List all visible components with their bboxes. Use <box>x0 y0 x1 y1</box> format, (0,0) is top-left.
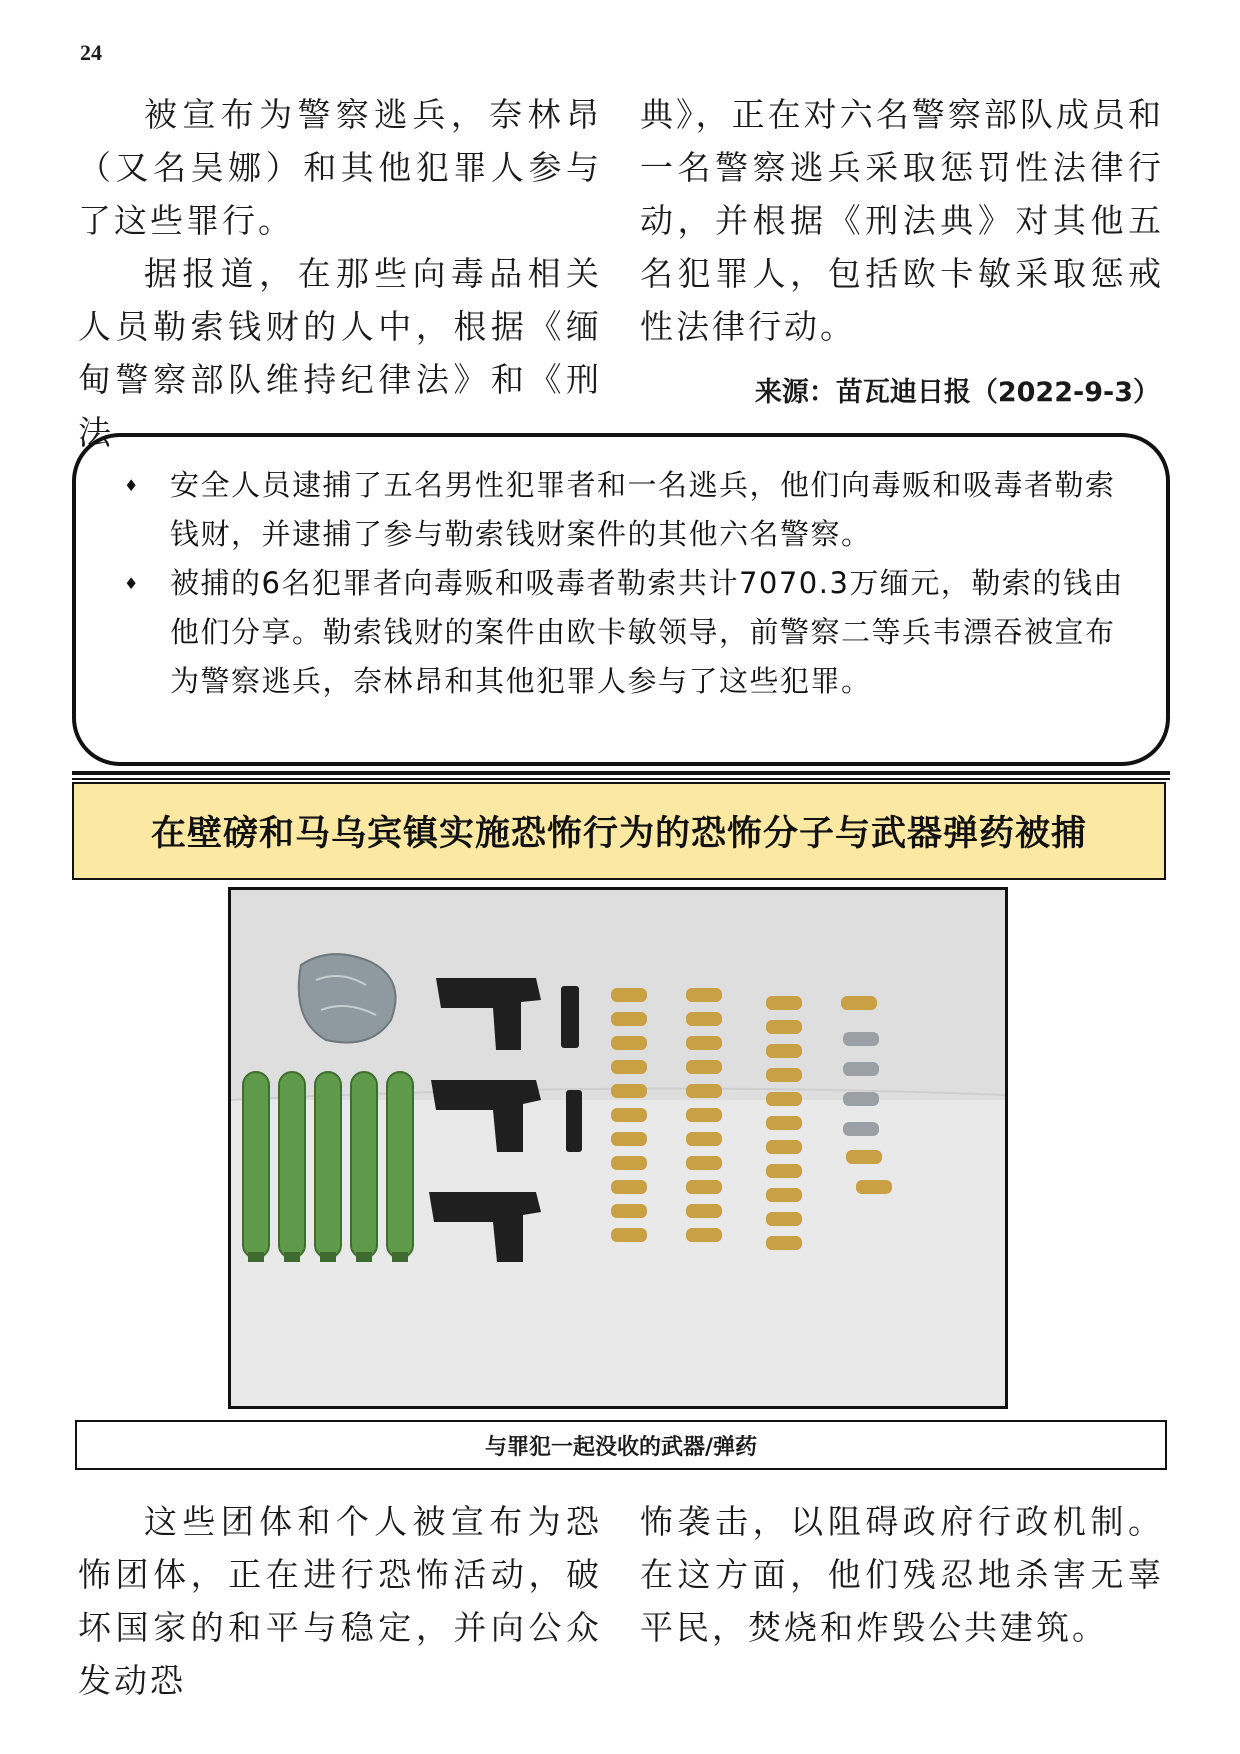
article1-right-paragraph: 典》，正在对六名警察部队成员和一名警察逃兵采取惩罚性法律行动，并根据《刑法典》对其他五名犯罪人，包括欧卡敏采取惩戒性法律行动。 <box>640 95 1164 346</box>
diamond-bullet-icon: ♦ <box>124 574 140 593</box>
summary-box <box>72 433 1170 766</box>
summary-item <box>114 559 1140 706</box>
section-divider-thin <box>72 778 1170 780</box>
article1-left-paragraph-2: 据报道，在那些向毒品相关人员勒索钱财的人中，根据《缅甸警察部队维持纪律法》和《刑法 <box>78 254 602 452</box>
photo-caption-box <box>75 1420 1167 1470</box>
article1-source: 来源：苗瓦迪日报（2022-9-3） <box>754 377 1160 408</box>
article2-left-paragraph: 这些团体和个人被宣布为恐怖团体，正在进行恐怖活动，破坏国家的和平与稳定，并向公众发动恐 <box>78 1502 602 1700</box>
photo-caption: 与罪犯一起没收的武器/弹药 <box>484 1433 758 1460</box>
seized-weapons-photo <box>228 887 1008 1409</box>
article2-headline: 在壁磅和马乌宾镇实施恐怖行为的恐怖分子与武器弹药被捕 <box>150 814 1087 854</box>
article2-right-paragraph: 怖袭击，以阻碍政府行政机制。在这方面，他们残忍地杀害无辜平民，焚烧和炸毁公共建筑。 <box>640 1502 1164 1647</box>
summary-item-text: 被捕的6名犯罪者向毒贩和吸毒者勒索共计7070.3万缅元，勒索的钱由他们分享。勒索钱财的案件由欧卡敏领导，前警察二等兵韦漂吞被宣布为警察逃兵，奈林昂和其他犯罪人参与了这些犯罪。 <box>170 566 1124 698</box>
article1-right-column <box>640 88 1164 353</box>
article2-right-column <box>640 1495 1164 1654</box>
summary-item <box>114 461 1140 559</box>
article2-headline-box <box>72 782 1166 880</box>
page-number: 24 <box>80 40 102 65</box>
article1-left-column <box>78 88 602 459</box>
section-divider <box>72 771 1170 775</box>
article1-left-paragraph-1: 被宣布为警察逃兵，奈林昂（又名吴娜）和其他犯罪人参与了这些罪行。 <box>78 95 602 240</box>
summary-item-text: 安全人员逮捕了五名男性犯罪者和一名逃兵，他们向毒贩和吸毒者勒索钱财，并逮捕了参与勒索钱财案件的其他六名警察。 <box>170 468 1116 551</box>
article2-left-column <box>78 1495 602 1707</box>
diamond-bullet-icon: ♦ <box>124 476 140 495</box>
